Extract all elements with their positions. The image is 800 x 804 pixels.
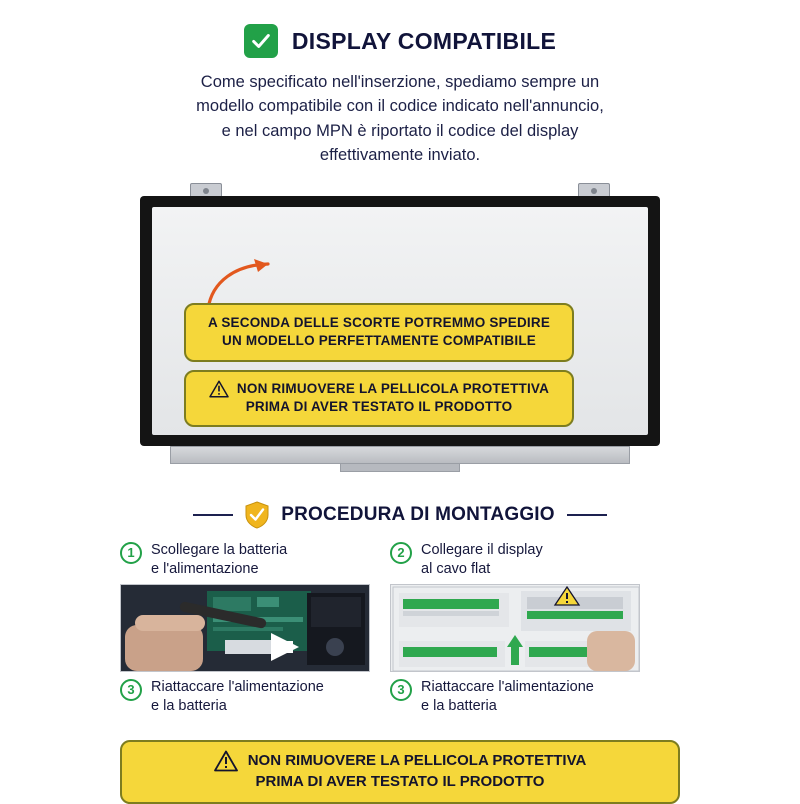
header xyxy=(120,0,680,58)
bottom-warning-banner xyxy=(120,740,680,804)
step-text-line-1: Collegare il display xyxy=(421,542,543,558)
page-title: DISPLAY COMPATIBILE xyxy=(291,27,557,54)
check-icon xyxy=(244,24,278,58)
step-number: 3 xyxy=(120,679,142,701)
step-text-line-2: e la batteria xyxy=(151,697,227,714)
heading-rule-left xyxy=(193,514,233,516)
callout-compatible-model xyxy=(184,303,574,362)
step-3-right xyxy=(390,678,640,715)
content-column xyxy=(120,0,680,800)
shield-icon xyxy=(245,501,269,529)
step-text xyxy=(151,678,324,715)
step-text xyxy=(151,541,287,578)
step-text xyxy=(421,541,543,578)
warning-triangle-icon xyxy=(214,750,238,772)
callout-2-line-1: NON RIMUOVERE LA PELLICOLA PROTETTIVA xyxy=(236,381,550,396)
procedure-heading xyxy=(120,501,680,529)
callout-2-line-2: PRIMA DI AVER TESTATO IL PRODOTTO xyxy=(245,399,513,415)
step-text-line-2: e l'alimentazione xyxy=(151,560,259,577)
step-number: 3 xyxy=(390,679,412,701)
step-text xyxy=(421,678,594,715)
step-1 xyxy=(120,541,370,578)
step-text-line-2: al cavo flat xyxy=(421,560,491,577)
step-text-line-1: Riattaccare l'alimentazione xyxy=(421,679,594,696)
intro-line-4: effettivamente inviato. xyxy=(319,145,481,164)
intro-line-1: Come specificato nell'inserzione, spediamo sempre un xyxy=(200,73,600,91)
intro-line-3: e nel campo MPN è riportato il codice del display xyxy=(221,121,579,140)
flat-cable-connector-photo xyxy=(390,584,640,672)
intro-text xyxy=(140,70,660,167)
banner-line-1: NON RIMUOVERE LA PELLICOLA PROTETTIVA xyxy=(247,752,587,770)
intro-line-2: modello compatibile con il codice indicato nell'annuncio, xyxy=(196,97,604,116)
steps-grid xyxy=(120,541,680,715)
laptop-internals-photo xyxy=(120,584,370,672)
panel-bottom-connector xyxy=(340,464,460,472)
panel-screen xyxy=(140,196,660,446)
callout-protective-film xyxy=(184,370,574,427)
step-number: 1 xyxy=(120,542,142,564)
procedure-title: PROCEDURA DI MONTAGGIO xyxy=(281,504,555,525)
heading-rule-right xyxy=(567,514,607,516)
step-text-line-2: e la batteria xyxy=(421,697,497,714)
step-3-left xyxy=(120,678,370,715)
panel-screen-surface xyxy=(152,207,648,435)
step-number: 2 xyxy=(390,542,412,564)
display-panel-illustration xyxy=(140,183,660,483)
banner-line-2: PRIMA DI AVER TESTATO IL PRODOTTO xyxy=(255,773,545,790)
callout-1-line-2: UN MODELLO PERFETTAMENTE COMPATIBILE xyxy=(222,333,536,349)
step-text-line-1: Riattaccare l'alimentazione xyxy=(151,679,324,696)
step-2 xyxy=(390,541,640,578)
warning-triangle-icon xyxy=(209,380,229,398)
panel-bottom-bezel xyxy=(170,446,630,464)
step-text-line-1: Scollegare la batteria xyxy=(151,542,288,558)
callout-1-line-1: A SECONDA DELLE SCORTE POTREMMO SPEDIRE xyxy=(207,315,551,330)
